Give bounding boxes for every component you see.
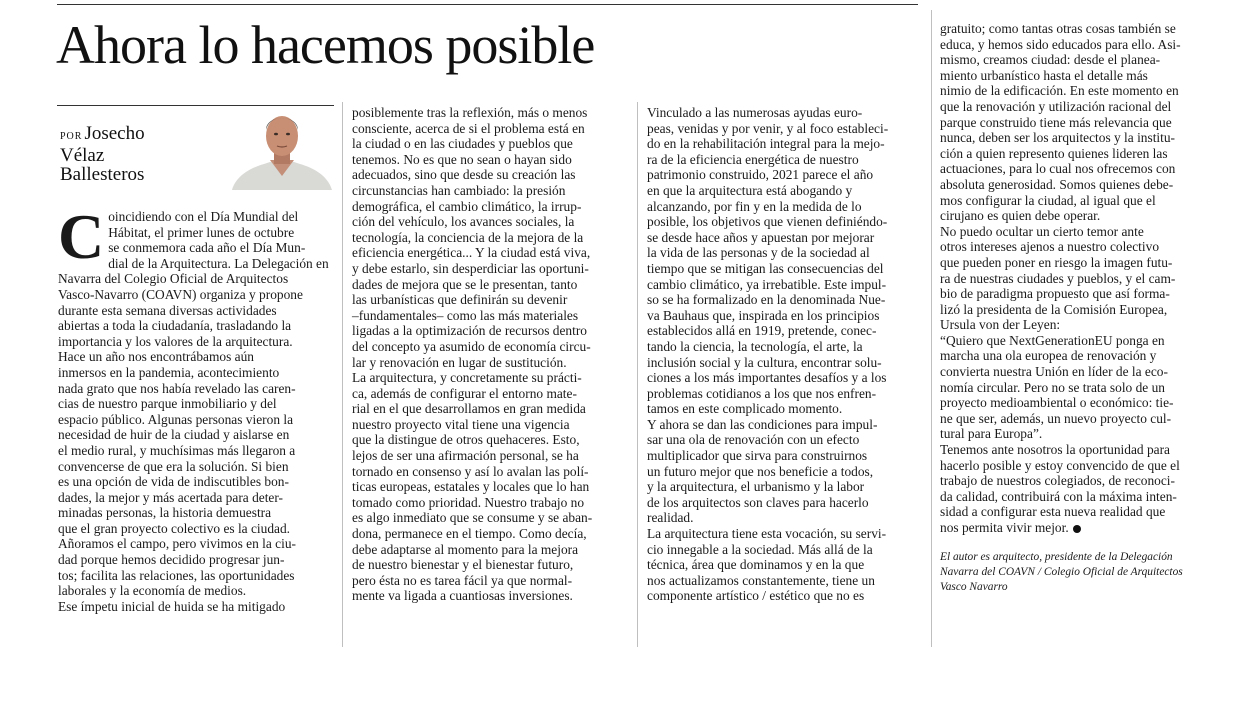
top-rule [57,4,918,5]
article-column-4 [940,21,1218,595]
article-column-2 [352,105,628,604]
byline [60,124,220,184]
column-3-text: Vinculado a las numerosas ayudas euro- peas, venidas y por venir, y al foco estableci- do en la rehabilitación integral para la mejo- ra de la eficiencia energética de nuestro patrimonio construido, 2021 parece el año en que la arquitectura está abogando y alcanzando, por fin y en la medida de lo posible, los objetivos que vienen definiéndo- se desde hace años y apuestan por mejorar la vida de las personas y de la sociedad al tiempo que se mitigan las consecuencias del cambio climático, ya irrebatible. Este impul- so se ha formalizado en la denominada Nue- va Bauhaus que, inspirada en los principios establecidos allá en 1919, pretende, conec- tando la ciencia, la tecnología, el arte, la inclusión social y la cultura, encontrar solu- ciones a los más importantes desafíos y a los problemas cotidianos a los que nos enfren- tamos en este complicado momento. Y ahora se dan las condiciones para impul- sar una ola de renovación con un efecto multiplicador que sirva para construirnos un futuro mejor que nos beneficie a todos, y la arquitectura, el urbanismo y la labor de los arquitectos son claves para hacerlo realidad. La arquitectura tiene esta vocación, su servi- cio innegable a la sociedad. Más allá de la técnica, área que dominamos y en la que nos actualizamos constantemente, tiene un componente artístico / estético que no es [647,105,889,604]
column-1-text: oincidiendo con el Día Mundial del Hábitat, el primer lunes de octubre se conmemora cada año el Día Mun- dial de la Arquitectura. La Delegación en Navarra del Colegio Oficial de Arquitectos Vasco-Navarro (COAVN) organiza y propone durante esta semana diversas actividades abiertas a toda la ciudadanía, trasladando la importancia y los valores de la arquitectura. Hace un año nos encontrábamos aún inmersos en la pandemia, acontecimiento nada grato que nos había revelado las caren- cias de nuestro parque inmobiliario y del espacio público. Algunas personas vieron la necesidad de huir de la ciudad y aislarse en el medio rural, y muchísimas más llegaron a convencerse de que era la solución. Si bien es una opción de vida de indiscutibles bon- dades, la mejor y más acertada para deter- minadas personas, la historia demuestra que el gran proyecto colectivo es la ciudad. Añoramos el campo, pero vivimos en la ciu- dad porque hemos decidido progresar jun- tos; facilita las relaciones, las oportunidades laborales y la economía de medios. Ese ímpetu inicial de huida se ha mitigado [58,209,329,614]
byline-surname-2: Ballesteros [60,164,145,185]
column-4-text [940,21,1218,536]
column-2-text: posiblemente tras la reflexión, más o menos consciente, acerca de si el problema está en la ciudad o en las ciudades y pueblos que tenemos. No es que no sean o hayan sido adecuados, sino que desde su creación las circunstancias han cambiado: la presión demográfica, el cambio climático, la irrup- ción del vehículo, los avances sociales, la tecnología, la conciencia de la mejora de la eficiencia energética... Y la ciudad está viva, y debe estarlo, sin desperdiciar las oportuni- dades de mejora que se le presentan, tanto las urbanísticas que definirán su devenir –fundamentales– como las más materiales ligadas a la optimización de recursos dentro del concepto ya asumido de economía circu- lar y renovación en lugar de sustitución. La arquitectura, y concretamente su prácti- ca, además de configurar el entorno mate- rial en el que desarrollamos en gran medida nuestro proyecto vital tiene una vigencia que la distingue de otros quehaceres. Esto, lejos de ser una afirmación personal, se ha tornado en consenso y así lo avalan las polí- ticas europeas, estatales y locales que lo han tomado como prioridad. Nuestro trabajo no es algo inmediato que se consume y se aban- dona, permanece en el tiempo. Como decía, debe adaptarse al momento para la mejora de nuestro bienestar y el bienestar futuro, pero ésta no es tarea fácil ya que normal- mente va ligada a cuantiosas inversiones. [352,105,593,604]
author-note: El autor es arquitecto, presidente de la Delegación Navarra del COAVN / Colegio Oficial de Arquitectos Vasco Navarro [940,550,1183,593]
byline-surname-1: Vélaz [60,145,105,166]
column-rule-3 [931,10,932,647]
article-column-3 [647,105,925,604]
author-portrait-icon [230,106,334,190]
end-bullet-icon [1073,525,1081,533]
byline-first-name: Josecho [84,123,145,144]
column-rule-2 [637,102,638,647]
drop-cap: C [58,201,105,272]
column-rule-1 [342,102,343,647]
article-column-1 [58,201,334,614]
headline: Ahora lo hacemos posible [56,15,595,75]
column-4-body: gratuito; como tantas otras cosas también se educa, y hemos sido educados para ello. Asi- mismo, creamos ciudad: desde el planea- miento urbanístico hasta el detalle más nimio de la edificación. En este momento en que la renovación y utilización racional del parque construido tiene más relevancia que nunca, deben ser los arquitectos y la institu- ción a quien represento quienes lideren las actuaciones, para lo cual nos ofrecemos con absoluta generosidad. Somos quienes debe- mos configurar la ciudad, al igual que el cirujano es quien debe operar. No puedo ocultar un cierto temor ante otros intereses ajenos a nuestro colectivo que pueden poner en riesgo la imagen futu- ra de nuestras ciudades y pueblos, y el cam- bio de paradigma propuesto que así forma- lizó la presidenta de la Comisión Europea, Ursula von der Leyen: “Quiero que NextGenerationEU ponga en marcha una ola europea de renovación y convierta nuestra Unión en líder de la eco- nomía circular. Pero no se trata solo de un proyecto medioambiental o económico: tie- ne que ser, además, un nuevo proyecto cul- tural para Europa”. Tenemos ante nosotros la oportunidad para hacerlo posible y estoy convencido de que el trabajo de nuestros colegiados, de reconoci- da calidad, contribuirá con la máxima inten- sidad a configurar esta nueva realidad que nos permita vivir mejor. [940,21,1181,535]
byline-prefix: POR [60,131,83,142]
